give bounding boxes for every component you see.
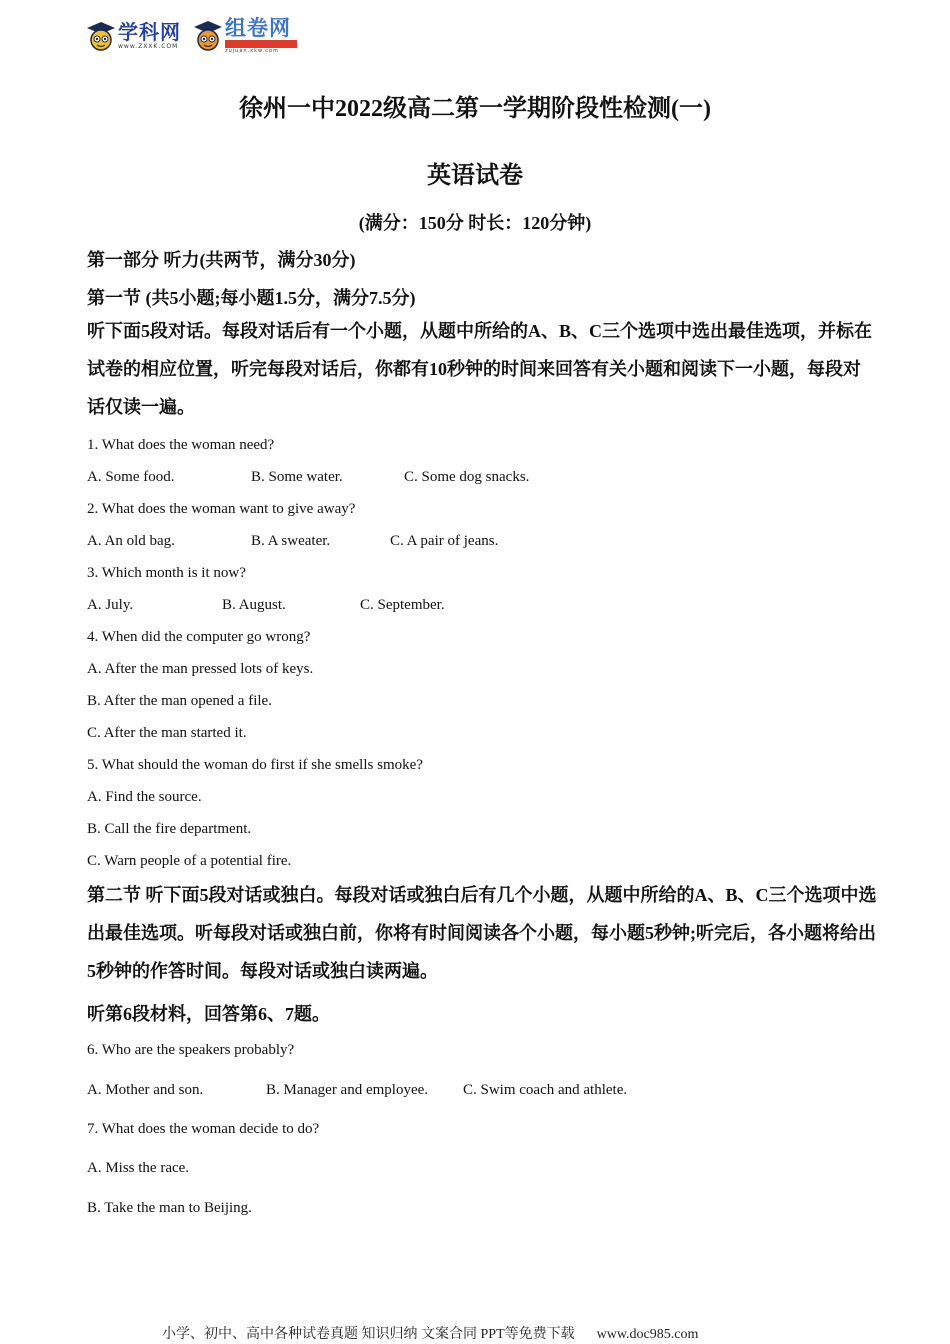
question-3: 3. Which month is it now? [87, 565, 246, 581]
question-6: 6. Who are the speakers probably? [87, 1042, 295, 1058]
question-5: 5. What should the woman do first if she smells smoke? [87, 757, 423, 773]
option-b: B. Manager and employee. [266, 1082, 429, 1098]
option-c: C. After the man started it. [87, 725, 247, 741]
zxxk-url: www.ZXXK.COM [118, 43, 179, 50]
option-c: C. September. [360, 597, 445, 613]
option-c: C. Some dog snacks. [404, 469, 530, 485]
question-7: 7. What does the woman decide to do? [87, 1121, 320, 1137]
footer-url[interactable]: www.doc985.com [596, 1327, 699, 1342]
option-b: B. A sweater. [251, 533, 331, 549]
exam-subtitle: 英语试卷 [427, 163, 523, 189]
zujuan-tag-bar [225, 40, 297, 48]
score-info: (满分：150分 时长：120分钟) [358, 213, 592, 233]
question-4: 4. When did the computer go wrong? [87, 629, 311, 645]
option-c: C. Warn people of a potential fire. [87, 853, 292, 869]
option-a: A. Some food. [87, 469, 175, 485]
scholar-face-icon [86, 20, 116, 52]
question-2: 2. What does the woman want to give away? [87, 501, 356, 517]
option-c: C. Swim coach and athlete. [463, 1082, 628, 1098]
option-a: A. Mother and son. [87, 1082, 204, 1098]
section1-instructions: 听下面5段对话。每段对话后有一个小题，从题中所给的A、B、C三个选项中选出最佳选项，并标在试卷的相应位置，听完每段对话后，你都有10秒钟的时间来回答有关小题和阅读下一小题，每段对话仅读一遍。 [87, 321, 872, 417]
section1-heading: 第一节 (共5小题;每小题1.5分，满分7.5分) [87, 288, 416, 308]
option-b: B. After the man opened a file. [87, 693, 272, 709]
zxxk-name: 学科网 [118, 20, 181, 44]
option-b: B. Call the fire department. [87, 821, 252, 837]
part1-heading: 第一部分 听力(共两节，满分30分) [87, 250, 356, 270]
zujuan-url: zujuan.xkw.com [225, 48, 279, 54]
zujuan-logo [193, 17, 297, 55]
footer-text: 小学、初中、高中各种试卷真题 知识归纳 文案合同 PPT等免费下载 [162, 1327, 575, 1342]
option-a: A. July. [87, 597, 134, 613]
option-a: A. Find the source. [87, 789, 202, 805]
zxxk-logo [86, 20, 181, 52]
option-a: A. Miss the race. [87, 1160, 190, 1176]
question-1: 1. What does the woman need? [87, 437, 275, 453]
option-c: C. A pair of jeans. [390, 533, 499, 549]
scholar-face-icon [193, 19, 223, 53]
section2-instructions: 第二节 听下面5段对话或独白。每段对话或独白后有几个小题，从题中所给的A、B、C三个选项中选出最佳选项。听每段对话或独白前，你将有时间阅读各个小题，每小题5秒钟;听完后，各小题将给出5秒钟的作答时间。每段对话或独白读两遍。 [87, 885, 877, 981]
material-6-heading: 听第6段材料，回答第6、7题。 [87, 1004, 330, 1024]
exam-title: 徐州一中2022级高二第一学期阶段性检测(一) [239, 96, 711, 122]
option-b: B. Take the man to Beijing. [87, 1200, 252, 1216]
option-b: B. August. [222, 597, 286, 613]
zujuan-name: 组卷网 [225, 16, 291, 40]
option-b: B. Some water. [251, 469, 343, 485]
page-footer [162, 1323, 698, 1343]
header-logos [86, 14, 297, 58]
option-a: A. After the man pressed lots of keys. [87, 661, 314, 677]
option-a: A. An old bag. [87, 533, 175, 549]
